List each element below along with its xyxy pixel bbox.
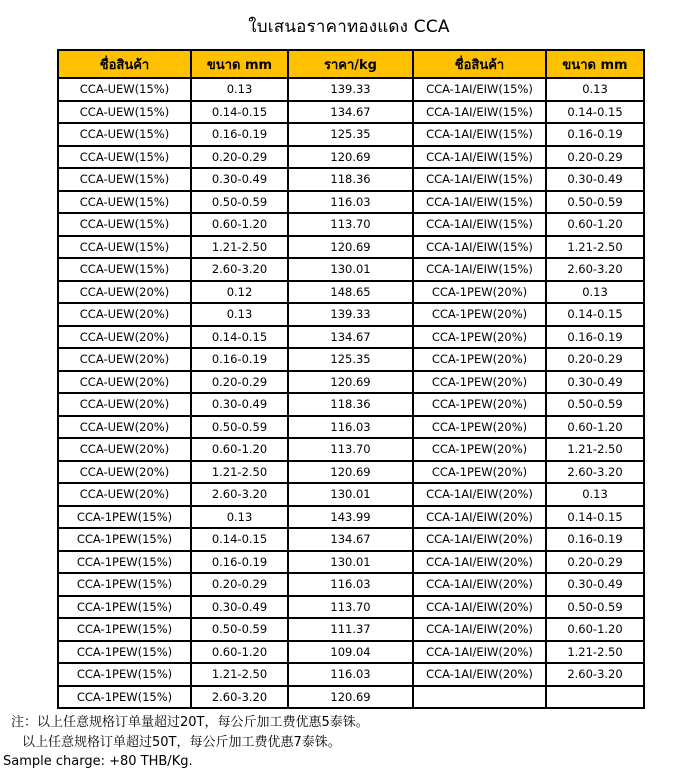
size-left-cell: 0.14-0.15 (191, 326, 288, 349)
product-left-cell: CCA-UEW(20%) (58, 348, 191, 371)
size-right-cell: 0.13 (546, 78, 644, 101)
size-right-cell: 0.14-0.15 (546, 506, 644, 529)
product-left-cell: CCA-UEW(20%) (58, 326, 191, 349)
product-left-cell: CCA-1PEW(15%) (58, 686, 191, 709)
table-row (58, 371, 644, 394)
product-right-cell: CCA-1AI/EIW(20%) (413, 506, 546, 529)
product-right-cell: CCA-1PEW(20%) (413, 393, 546, 416)
product-right-cell: CCA-1AI/EIW(15%) (413, 101, 546, 124)
price-cell: 116.03 (288, 573, 413, 596)
product-left-cell: CCA-UEW(20%) (58, 461, 191, 484)
product-right-cell: CCA-1AI/EIW(20%) (413, 618, 546, 641)
size-left-cell: 0.20-0.29 (191, 146, 288, 169)
size-right-cell: 0.60-1.20 (546, 618, 644, 641)
price-cell: 120.69 (288, 236, 413, 259)
product-right-cell: CCA-1AI/EIW(15%) (413, 146, 546, 169)
product-right-cell: CCA-1PEW(20%) (413, 348, 546, 371)
size-left-cell: 0.13 (191, 506, 288, 529)
header-size-left: ขนาด mm (191, 50, 288, 78)
note-discount-50t: 以上任意规格订单超过50T，每公斤加工费优惠7泰铢。 (22, 734, 341, 750)
price-cell: 139.33 (288, 78, 413, 101)
table-row (58, 641, 644, 664)
product-left-cell: CCA-UEW(20%) (58, 281, 191, 304)
size-right-cell: 0.60-1.20 (546, 213, 644, 236)
price-table-body (58, 78, 644, 708)
table-row (58, 393, 644, 416)
product-left-cell: CCA-UEW(15%) (58, 168, 191, 191)
price-cell: 130.01 (288, 483, 413, 506)
product-left-cell: CCA-1PEW(15%) (58, 596, 191, 619)
header-product-right: ชื่อสินค้า (413, 50, 546, 78)
size-right-cell: 2.60-3.20 (546, 258, 644, 281)
header-product-left: ชื่อสินค้า (58, 50, 191, 78)
price-cell: 130.01 (288, 551, 413, 574)
product-left-cell: CCA-1PEW(15%) (58, 618, 191, 641)
product-right-cell: CCA-1PEW(20%) (413, 326, 546, 349)
product-left-cell: CCA-UEW(15%) (58, 258, 191, 281)
product-right-cell: CCA-1AI/EIW(15%) (413, 191, 546, 214)
table-row (58, 573, 644, 596)
size-left-cell: 0.50-0.59 (191, 416, 288, 439)
size-right-cell: 2.60-3.20 (546, 461, 644, 484)
table-row (58, 416, 644, 439)
table-row (58, 596, 644, 619)
product-right-cell: CCA-1AI/EIW(15%) (413, 213, 546, 236)
price-cell: 139.33 (288, 303, 413, 326)
table-row (58, 483, 644, 506)
size-right-cell: 0.20-0.29 (546, 551, 644, 574)
size-left-cell: 0.13 (191, 303, 288, 326)
size-left-cell: 1.21-2.50 (191, 236, 288, 259)
product-left-cell: CCA-UEW(15%) (58, 146, 191, 169)
size-left-cell: 0.20-0.29 (191, 371, 288, 394)
product-right-cell: CCA-1AI/EIW(15%) (413, 236, 546, 259)
page-title: ใบเสนอราคาทองแดง CCA (248, 17, 450, 37)
size-right-cell: 0.14-0.15 (546, 303, 644, 326)
price-cell: 143.99 (288, 506, 413, 529)
product-right-cell: CCA-1PEW(20%) (413, 416, 546, 439)
size-right-cell: 0.14-0.15 (546, 101, 644, 124)
table-row (58, 191, 644, 214)
product-left-cell: CCA-UEW(15%) (58, 236, 191, 259)
table-row (58, 281, 644, 304)
product-right-cell (413, 686, 546, 709)
product-left-cell: CCA-UEW(20%) (58, 483, 191, 506)
product-right-cell: CCA-1PEW(20%) (413, 303, 546, 326)
size-right-cell: 0.20-0.29 (546, 146, 644, 169)
table-row (58, 168, 644, 191)
table-row (58, 146, 644, 169)
size-left-cell: 0.14-0.15 (191, 101, 288, 124)
size-left-cell: 0.50-0.59 (191, 191, 288, 214)
size-right-cell: 1.21-2.50 (546, 438, 644, 461)
size-left-cell: 0.60-1.20 (191, 641, 288, 664)
price-cell: 116.03 (288, 416, 413, 439)
table-row (58, 551, 644, 574)
price-cell: 113.70 (288, 438, 413, 461)
price-cell: 116.03 (288, 663, 413, 686)
size-right-cell: 0.50-0.59 (546, 596, 644, 619)
size-left-cell: 0.16-0.19 (191, 348, 288, 371)
table-row (58, 213, 644, 236)
price-cell: 120.69 (288, 371, 413, 394)
price-cell: 120.69 (288, 146, 413, 169)
product-left-cell: CCA-1PEW(15%) (58, 663, 191, 686)
size-left-cell: 0.50-0.59 (191, 618, 288, 641)
size-left-cell: 0.60-1.20 (191, 438, 288, 461)
product-right-cell: CCA-1AI/EIW(20%) (413, 596, 546, 619)
table-row (58, 663, 644, 686)
table-row (58, 461, 644, 484)
price-cell: 113.70 (288, 596, 413, 619)
size-right-cell: 1.21-2.50 (546, 641, 644, 664)
footer-notes (0, 713, 698, 772)
product-right-cell: CCA-1AI/EIW(20%) (413, 528, 546, 551)
product-left-cell: CCA-1PEW(15%) (58, 506, 191, 529)
price-cell: 111.37 (288, 618, 413, 641)
header-price: ราคา/kg (288, 50, 413, 78)
table-row (58, 101, 644, 124)
price-cell: 130.01 (288, 258, 413, 281)
size-right-cell: 0.16-0.19 (546, 528, 644, 551)
table-row (58, 258, 644, 281)
size-right-cell: 0.20-0.29 (546, 348, 644, 371)
table-row (58, 78, 644, 101)
size-left-cell: 0.14-0.15 (191, 528, 288, 551)
price-cell: 134.67 (288, 101, 413, 124)
size-left-cell: 0.12 (191, 281, 288, 304)
price-cell: 116.03 (288, 191, 413, 214)
size-left-cell: 0.30-0.49 (191, 393, 288, 416)
product-right-cell: CCA-1AI/EIW(20%) (413, 573, 546, 596)
table-row (58, 506, 644, 529)
size-left-cell: 2.60-3.20 (191, 686, 288, 709)
product-right-cell: CCA-1PEW(20%) (413, 281, 546, 304)
size-right-cell: 1.21-2.50 (546, 236, 644, 259)
product-right-cell: CCA-1AI/EIW(15%) (413, 168, 546, 191)
table-row (58, 528, 644, 551)
size-left-cell: 0.60-1.20 (191, 213, 288, 236)
product-left-cell: CCA-1PEW(15%) (58, 573, 191, 596)
table-row (58, 326, 644, 349)
table-row (58, 438, 644, 461)
product-left-cell: CCA-UEW(15%) (58, 78, 191, 101)
size-left-cell: 0.20-0.29 (191, 573, 288, 596)
size-right-cell (546, 686, 644, 709)
product-right-cell: CCA-1AI/EIW(15%) (413, 258, 546, 281)
product-left-cell: CCA-UEW(20%) (58, 371, 191, 394)
product-left-cell: CCA-1PEW(15%) (58, 641, 191, 664)
product-left-cell: CCA-UEW(15%) (58, 101, 191, 124)
product-left-cell: CCA-UEW(15%) (58, 213, 191, 236)
product-right-cell: CCA-1PEW(20%) (413, 438, 546, 461)
product-left-cell: CCA-UEW(20%) (58, 393, 191, 416)
size-right-cell: 0.50-0.59 (546, 191, 644, 214)
size-left-cell: 1.21-2.50 (191, 663, 288, 686)
header-size-right: ขนาด mm (546, 50, 644, 78)
product-left-cell: CCA-1PEW(15%) (58, 528, 191, 551)
size-right-cell: 0.30-0.49 (546, 168, 644, 191)
table-row (58, 123, 644, 146)
size-right-cell: 0.16-0.19 (546, 326, 644, 349)
price-cell: 120.69 (288, 461, 413, 484)
price-table (57, 49, 645, 709)
size-left-cell: 2.60-3.20 (191, 483, 288, 506)
product-right-cell: CCA-1AI/EIW(15%) (413, 123, 546, 146)
size-left-cell: 0.16-0.19 (191, 123, 288, 146)
size-right-cell: 0.13 (546, 483, 644, 506)
price-cell: 109.04 (288, 641, 413, 664)
table-row (58, 618, 644, 641)
price-cell: 125.35 (288, 348, 413, 371)
size-left-cell: 1.21-2.50 (191, 461, 288, 484)
size-left-cell: 0.30-0.49 (191, 168, 288, 191)
product-left-cell: CCA-1PEW(15%) (58, 551, 191, 574)
size-left-cell: 0.13 (191, 78, 288, 101)
product-right-cell: CCA-1AI/EIW(20%) (413, 551, 546, 574)
table-row (58, 236, 644, 259)
price-cell: 125.35 (288, 123, 413, 146)
size-right-cell: 0.30-0.49 (546, 573, 644, 596)
product-right-cell: CCA-1PEW(20%) (413, 461, 546, 484)
size-right-cell: 0.13 (546, 281, 644, 304)
price-cell: 148.65 (288, 281, 413, 304)
product-left-cell: CCA-UEW(20%) (58, 438, 191, 461)
product-right-cell: CCA-1AI/EIW(20%) (413, 641, 546, 664)
size-right-cell: 0.30-0.49 (546, 371, 644, 394)
size-left-cell: 2.60-3.20 (191, 258, 288, 281)
note-sample-charge: Sample charge: +80 THB/Kg. (3, 754, 193, 769)
table-row (58, 303, 644, 326)
price-cell: 113.70 (288, 213, 413, 236)
product-left-cell: CCA-UEW(20%) (58, 416, 191, 439)
size-right-cell: 0.16-0.19 (546, 123, 644, 146)
size-left-cell: 0.30-0.49 (191, 596, 288, 619)
product-left-cell: CCA-UEW(20%) (58, 303, 191, 326)
table-row (58, 348, 644, 371)
note-discount-20t: 注：以上任意规格订单量超过20T，每公斤加工费优惠5泰铢。 (11, 715, 369, 730)
price-cell: 118.36 (288, 168, 413, 191)
product-right-cell: CCA-1AI/EIW(20%) (413, 483, 546, 506)
table-row (58, 686, 644, 709)
size-right-cell: 2.60-3.20 (546, 663, 644, 686)
header-row (58, 50, 644, 78)
size-right-cell: 0.50-0.59 (546, 393, 644, 416)
price-cell: 134.67 (288, 528, 413, 551)
product-right-cell: CCA-1AI/EIW(20%) (413, 663, 546, 686)
size-right-cell: 0.60-1.20 (546, 416, 644, 439)
price-cell: 134.67 (288, 326, 413, 349)
product-left-cell: CCA-UEW(15%) (58, 191, 191, 214)
product-left-cell: CCA-UEW(15%) (58, 123, 191, 146)
price-cell: 118.36 (288, 393, 413, 416)
product-right-cell: CCA-1PEW(20%) (413, 371, 546, 394)
size-left-cell: 0.16-0.19 (191, 551, 288, 574)
price-cell: 120.69 (288, 686, 413, 709)
product-right-cell: CCA-1AI/EIW(15%) (413, 78, 546, 101)
price-table-header (58, 50, 644, 78)
